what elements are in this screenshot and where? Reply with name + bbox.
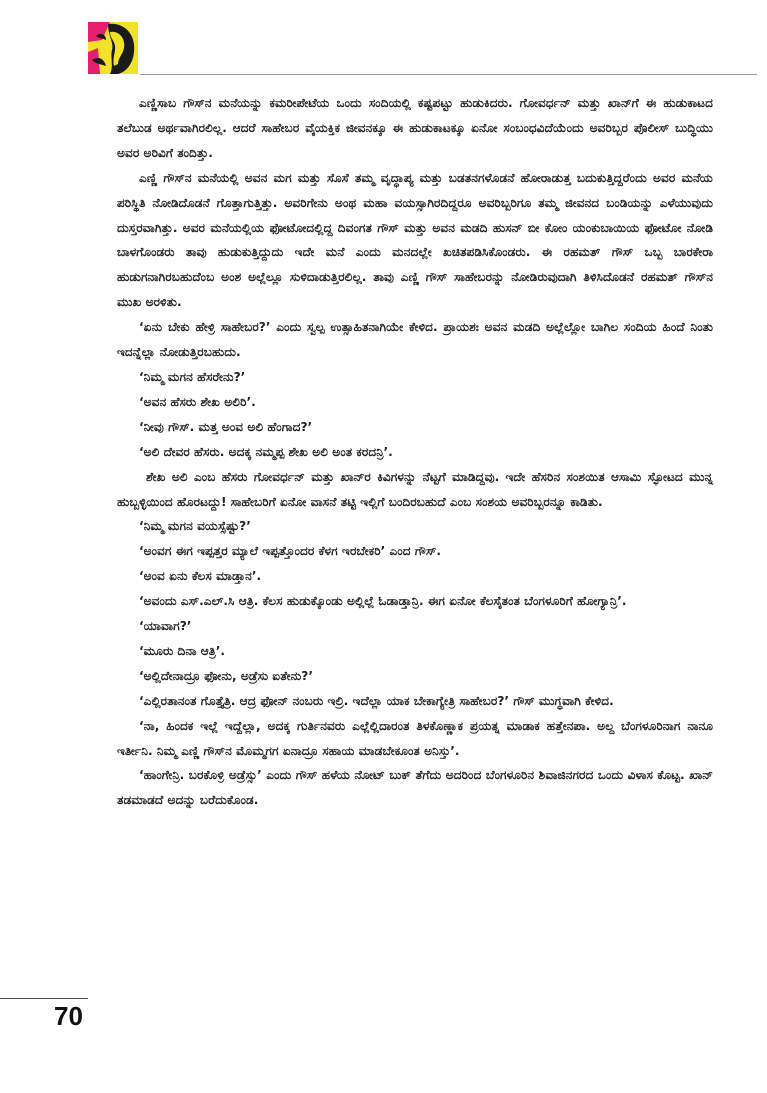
paragraph: ‘ನಿಮ್ಮ ಮಗನ ವಯಸ್ಸೆಷ್ಟು?’ [139,519,251,534]
header-rule [140,74,757,75]
paragraph: ‘ಅಂವಗ ಈಗ ಇಪ್ಪತ್ತರ ಮ್ಯಾಲೆ ಇಪ್ಪತ್ತೊಂದರ ಕೆಳಗ ಇರಬೇಕರಿ’ ಎಂದ ಗೌಸ್. [139,544,442,559]
footer-rule [0,998,88,999]
paragraph: ‘ಎಲ್ಲಿರತಾನಂತ ಗೊತ್ತೈತ್ರಿ. ಆದ್ರ ಫೋನ್ ನಂಬರು ಇಲ್ರಿ. ಇದೆಲ್ಲಾ ಯಾಕ ಬೇಕಾಗ್ಯೇತ್ರಿ ಸಾಹೇಬರ?’ ಗೌಸ್ ಮುಗ್ಧವಾಗಿ ಕೇಳಿದ. [139,693,614,708]
paragraph: ‘ನಿಮ್ಮ ಮಗನ ಹೆಸರೇನು?’ [139,369,246,384]
paragraph: ‘ನಾ, ಹಿಂದಕ ಇಲ್ಲೆ ಇದ್ದೆಲ್ಲಾ, ಅದಕ್ಕ ಗುರ್ತಿನವರು ಎಲ್ಲೆಲ್ಲಿದಾರಂತ ತಿಳಕೊಣ್ಣಾಕ ಪ್ರಯತ್ನ ಮಾಡಾಕ ಹತ್ತೇನಪಾ. ಅಲ್ದ ಬೆಂಗಳೂರಿನಾಗ ನಾನೂ ಇರ್ತೀನಿ. ನಿಮ್ಮ ಎಣ್ಣಿ ಗೌಸ್‌ನ ಮೊಮ್ಮಗಗ ಏನಾದ್ರೂ ಸಹಾಯ ಮಾಡಬೇಕೂಂತ ಅನಿಸ್ತು’. [117,718,713,758]
paragraph: ‘ಅವಂದು ಎಸ್.ಎಲ್.ಸಿ ಆತ್ರಿ. ಕೆಲಸ ಹುಡುಕ್ಕೊಂಡು ಅಲ್ಲಿಲ್ಲೆ ಓಡಾಡ್ತಾನ್ರಿ. ಈಗ ಏನೋ ಕೆಲಸೈತಂತ ಬೆಂಗಳೂರಿಗೆ ಹೋಗ್ಯಾನ್ರಿ’. [139,594,627,609]
paragraph: ‘ಏನು ಬೇಕು ಹೇಳ್ರಿ ಸಾಹೇಬರ?’ ಎಂದು ಸ್ವಲ್ಪ ಉತ್ಸಾಹಿತನಾಗಿಯೇ ಕೇಳಿದ. ಪ್ರಾಯಶಃ ಅವನ ಮಡದಿ ಅಲ್ಲೆಲ್ಲೋ ಬಾಗಿಲ ಸಂದಿಯ ಹಿಂದೆ ನಿಂತು ಇದನ್ನೆಲ್ಲಾ ನೋಡುತ್ತಿರಬಹುದು. [117,320,713,360]
page-content [117,91,713,813]
paragraph: ‘ಯಾವಾಗ?’ [139,619,192,634]
paragraph: ‘ಅವನ ಹೆಸರು ಶೇಖ ಅಲಿರಿ’. [139,394,256,409]
page-number: 70 [54,1001,83,1031]
paragraph: ಎಣ್ಣಿ ಗೌಸ್‌ನ ಮನೆಯಲ್ಲಿ ಅವನ ಮಗ ಮತ್ತು ಸೊಸೆ ತಮ್ಮ ವೃದ್ಧಾಪ್ಯ ಮತ್ತು ಬಡತನಗಳೊಡನೆ ಹೋರಾಡುತ್ತ ಬದುಕುತ್ತಿದ್ದರೆಂದು ಅವರ ಮನೆಯ ಪರಿಸ್ಥಿತಿ ನೋಡಿದೊಡನೆ ಗೊತ್ತಾಗುತ್ತಿತ್ತು. ಅವರಿಗೇನು ಅಂಥ ಮಹಾ ವಯಸ್ಸಾಗಿರದಿದ್ದರೂ ಅವರಿಬ್ಬರಿಗೂ ತಮ್ಮ ಜೀವನದ ಬಂಡಿಯನ್ನು ಎಳೆಯುವುದು ದುಸ್ತರವಾಗಿತ್ತು. ಅವರ ಮನೆಯಲ್ಲಿಯ ಫೋಟೋದಲ್ಲಿದ್ದ ದಿವಂಗತ ಗೌಸ್ ಮತ್ತು ಅವನ ಮಡದಿ ಹುಸನ್ ಬೀ ಕೋಂ ಯಂಕುಬಾಯಿಯ ಫೋಟೋ ನೋಡಿ ಬಾಳಗೊಂಡರು ತಾವು ಹುಡುಕುತ್ತಿದ್ದುದು ಇದೇ ಮನೆ ಎಂದು ಮನದಲ್ಲೇ ಖಚಿತಪಡಿಸಿಕೊಂಡರು. ಈ ರಹಮತ್ ಗೌಸ್ ಒಬ್ಬ ಬಾರಕೇರಾ ಹುಡುಗನಾಗಿರಬಹುದೆಂಬ ಅಂಶ ಅಲ್ಲೆಲ್ಲೂ ಸುಳಿದಾಡುತ್ತಿರಲಿಲ್ಲ. ತಾವು ಎಣ್ಣಿ ಗೌಸ್ ಸಾಹೇಬರನ್ನು ನೋಡಿರುವುದಾಗಿ ತಿಳಿಸಿದೊಡನೆ ರಹಮತ್ ಗೌಸ್‌ನ ಮುಖ ಅರಳಿತು. [117,170,713,310]
paragraph: ‘ಹಾಂಗೇನ್ರಿ. ಬರಕೊಳ್ರಿ ಅಡ್ರೆಸ್ಸು’ ಎಂದು ಗೌಸ್ ಹಳೆಯ ನೋಟ್ ಬುಕ್ ತೆಗೆದು ಅದರಿಂದ ಬೆಂಗಳೂರಿನ ಶಿವಾಜಿನಗರದ ಒಂದು ವಿಳಾಸ ಕೊಟ್ಟ. ಖಾನ್ ತಡಮಾಡದೆ ಅದನ್ನು ಬರೆದುಕೊಂಡ. [117,768,713,808]
paragraph: ‘ಅಲಿ ದೇವರ ಹೆಸರು. ಅದಕ್ಕ ನಮ್ಮಪ್ಪ ಶೇಖ ಅಲಿ ಅಂತ ಕರದನ್ರಿ’. [139,444,393,459]
paragraph: ಶೇಖ ಅಲಿ ಎಂಬ ಹೆಸರು ಗೋವರ್ಧನ್ ಮತ್ತು ಖಾನ್‌ರ ಕಿವಿಗಳನ್ನು ನೆಟ್ಟಗೆ ಮಾಡಿದ್ದವು. ಇದೇ ಹೆಸರಿನ ಸಂಶಯಿತ ಆಸಾಮಿ ಸ್ಫೋಟದ ಮುನ್ನ ಹುಬ್ಬಳ್ಳಿಯಿಂದ ಹೊರಟದ್ದು! ಸಾಹೇಬರಿಗೆ ಏನೋ ವಾಸನೆ ತಟ್ಟಿ ಇಲ್ಲಿಗೆ ಬಂದಿರಬಹುದೆ ಎಂಬ ಸಂಶಯ ಅವರಿಬ್ಬರನ್ನೂ ಕಾಡಿತು. [117,469,713,509]
face-illustration-icon [88,22,138,74]
paragraph: ‘ಅಲ್ಲಿದೇನಾದ್ರೂ ಫೋನು, ಅಡ್ರೆಸು ಐತೇನು?’ [139,668,314,683]
paragraph: ‘ಮೂರು ದಿನಾ ಆತ್ರಿ’. [139,643,226,658]
paragraph: ಎಣ್ಣಿಸಾಬ ಗೌಸ್‌ನ ಮನೆಯನ್ನು ಕಮರೀಪೇಟೆಯ ಒಂದು ಸಂದಿಯಲ್ಲಿ ಕಷ್ಟಪಟ್ಟು ಹುಡುಕಿದರು. ಗೋವರ್ಧನ್ ಮತ್ತು ಖಾನ್‌ಗೆ ಈ ಹುಡುಕಾಟದ ತಲೆಬುಡ ಅರ್ಥವಾಗಿರಲಿಲ್ಲ. ಆದರೆ ಸಾಹೇಬರ ವೈಯಕ್ತಿಕ ಜೀವನಕ್ಕೂ ಈ ಹುಡುಕಾಟಕ್ಕೂ ಏನೋ ಸಂಬಂಧವಿದೆಯೆಂದು ಅವರಿಬ್ಬರ ಪೊಲೀಸ್ ಬುದ್ಧಿಯು ಅವರ ಅರಿವಿಗೆ ತಂದಿತ್ತು. [117,96,713,160]
paragraph: ‘ಅಂವ ಏನು ಕೆಲಸ ಮಾಡ್ತಾನ’. [139,569,262,584]
paragraph: ‘ನೀವು ಗೌಸ್. ಮತ್ತ ಅಂವ ಅಲಿ ಹೆಂಗಾದ?’ [139,419,313,434]
header-logo-image [88,22,138,74]
